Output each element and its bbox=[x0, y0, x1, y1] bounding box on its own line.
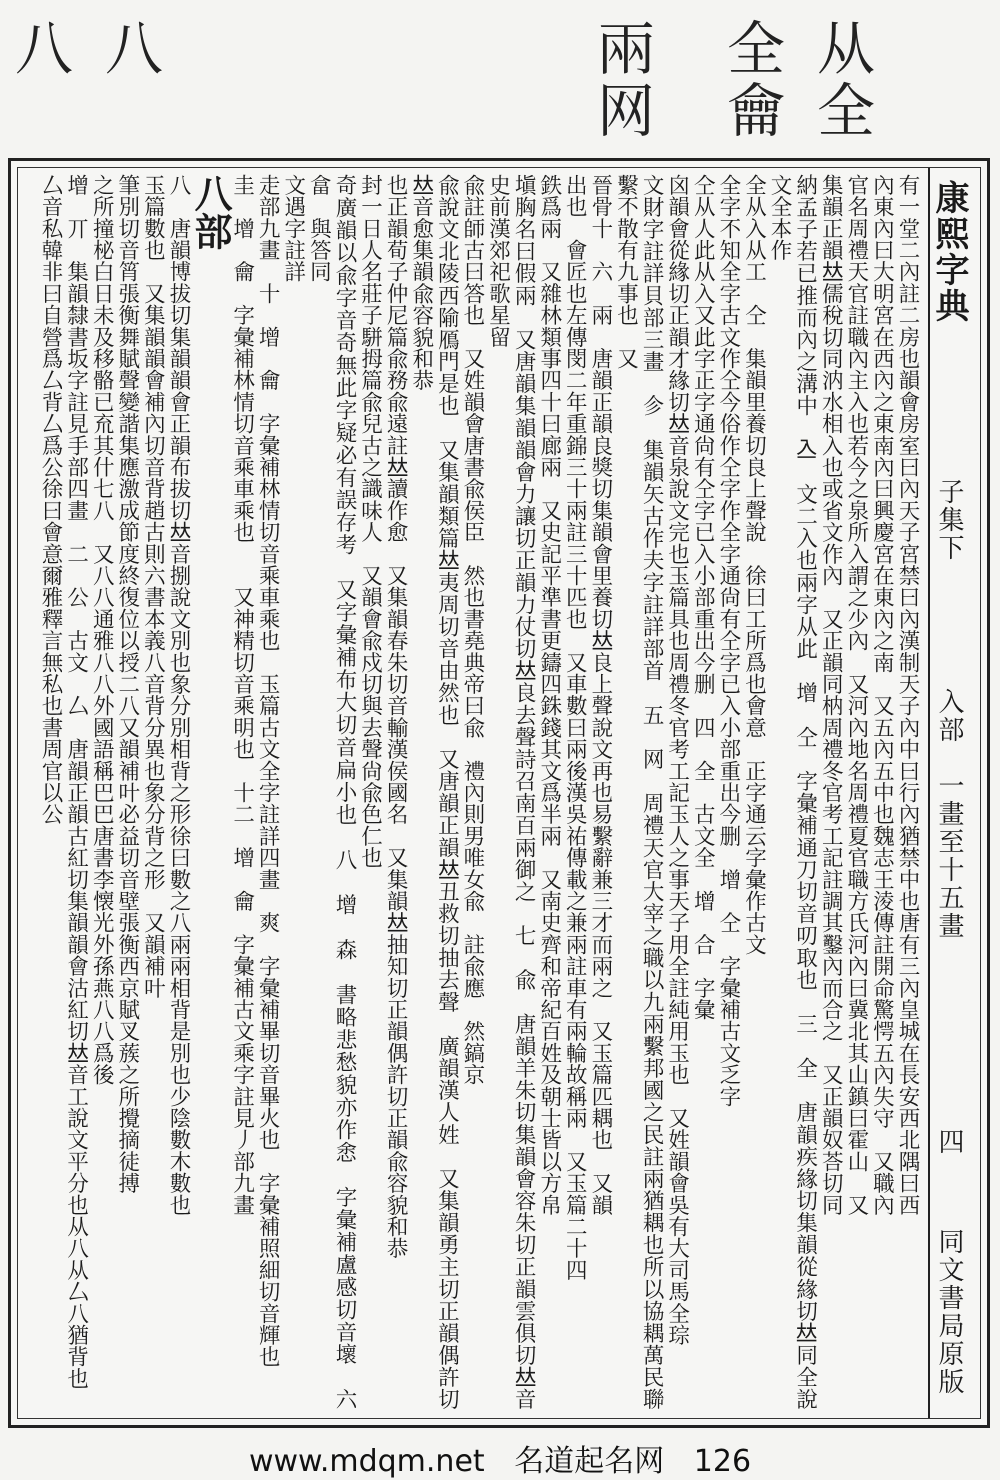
text-column: 兪註師古曰答也 又姓韻會唐書兪侯臣 然也書堯典帝曰兪 禮內則男唯女兪 註兪應 然鎬京 bbox=[459, 174, 485, 1086]
page-marker: 四 bbox=[934, 1128, 964, 1154]
seal-glyph: 八 bbox=[5, 18, 73, 80]
text-column: 囟韻會從緣切正韻才緣切𠀤音泉說文完也玉篇具也周禮冬官考工記玉人之事天子用全註純用玉也 又姓韻會吳有大司馬全琮 bbox=[664, 174, 690, 1346]
header-column bbox=[928, 168, 980, 1418]
text-column: 圭 增 龠 字彙補林情切音乘車乘也 又神精切音乘明也 十二 增 龠 字彙補古文乘字註見丿部九畫 bbox=[229, 174, 255, 1216]
publisher-label: 同文書局原版 bbox=[934, 1228, 964, 1396]
footer-watermark bbox=[0, 1436, 1000, 1480]
text-column: 全从入从工 仝 集韻里養切良上聲說 徐曰工所爲也會意 正字通云字彙作古文 bbox=[741, 174, 767, 956]
text-column: 官名周禮天官註職內主入也若今之泉所入謂之少內 又河內地名周禮夏官職方氏河內曰冀北其山鎮曰霍山 又 bbox=[843, 174, 869, 1216]
footer-site-link[interactable]: www.mdqm.net bbox=[248, 1444, 485, 1479]
page-frame bbox=[8, 158, 990, 1432]
seal-script-row bbox=[0, 0, 1000, 160]
dictionary-title: 康熙字典 bbox=[929, 180, 969, 324]
collection-label: 子集下 bbox=[934, 478, 964, 562]
footer-page-number: 126 bbox=[693, 1444, 752, 1479]
text-column: 有一堂二內註二房也韻會房室曰內天子宮禁曰內漢制天子內中曰行內猶禁中也唐有三內皇城在長安西北隅曰西 bbox=[895, 174, 920, 1216]
text-column: 內東內曰大明宮在西內之東南內曰興慶宮在東內之南 又五內五中也魏志王淩傳註開命驚愕五內失守 又職內 bbox=[869, 174, 895, 1216]
seal-glyph: 兩网 bbox=[587, 18, 655, 142]
text-column: 也正韻荀子仲尼篇兪務兪遠註𠀤讀作愈 又集韻春朱切音輸漢侯國名 又集韻𠀤抽知切正韻偶許切正韻兪容貌和恭 bbox=[383, 174, 409, 1259]
text-column: 增 丌 集韻隸書坂字註見手部四畫 二 公 古文 厶 唐韻正韻古紅切集韻韻會沽紅切𠀤音工說文平分也从八从厶八猶背也 bbox=[63, 174, 89, 1390]
seal-glyph: 从全 bbox=[807, 18, 875, 142]
text-column: 全字不知全字古文作仝今俗作仝字作全字通尙有仝字已入小部重出今删 增 仝 字彙補古文乏字 bbox=[715, 174, 741, 1108]
dictionary-body bbox=[28, 174, 920, 1432]
text-column: 八 唐韻博拔切集韻韻會正韻布拔切𠀤音捌說文別也象分別相背之形徐曰數之八兩兩相背是別也少陰數木數也 bbox=[165, 174, 191, 1216]
text-column: 晉骨十 六 兩 唐韻正韻良獎切集韻會里養切𠀤良上聲說文再也易繫辭兼三才而兩之 又玉篇匹耦也 又韻 bbox=[587, 174, 613, 1216]
text-column: 文遇字註詳 bbox=[280, 174, 306, 283]
seal-glyph: 全龠 bbox=[717, 18, 785, 142]
text-column: 玉篇數也 又集韻韻會補內切音背趙古則六書本義八音背分異也象分背之形 又韻補叶 bbox=[140, 174, 166, 999]
text-column: 仝从人此从入又此字正字通尙有仝字已入小部重出今删 四 全 古文全 增 合 字彙 bbox=[690, 174, 716, 1021]
text-column: 筆別切音筲張衡舞賦聲變諧集應激成節度終復位以授二八又韻補叶必益切音壁張衡西京賦叉蔟之所攪摘徒搏 bbox=[114, 174, 140, 1194]
page-inner-border bbox=[17, 167, 981, 1432]
text-column: 集韻正韻𠀤儒稅切同汭水相入也或省文作內 又正韻同枘周禮冬官考工記註調其鑿內而合之 又正韻奴荅切同 bbox=[818, 174, 844, 1216]
text-column: 走部九畫 十 增 龠 字彙補林情切音乘車乘也 玉篇古文全字註詳四畫 爽 字彙補畢切音畢火也 字彙補照細切音輝也 bbox=[255, 174, 281, 1368]
text-column: 封一日人名莊子駢拇篇兪兒古之識味人 又韻會兪戍切與去聲尙兪色仁也 bbox=[357, 174, 383, 869]
seal-glyph: 八 bbox=[95, 18, 163, 80]
text-column: 納孟子若已推而內之溝中 𠓛 文二入也兩字从此 增 仝 字彙補通刀切音叨取也 三 全 唐韻疾緣切集韻從緣切𠀤同全說文全本作 bbox=[767, 174, 818, 1410]
text-column: 鉄爲兩 又雜林類事四十曰廊兩 又史記平準書更鑄四銖錢其文爲半兩 又南史齊和帝紀百姓及朝士皆以方帛 bbox=[536, 174, 562, 1216]
radical-heading: 八部 bbox=[187, 174, 233, 251]
text-column: 文財字註詳貝部三畫 㐱 集韻矢古作夫字註詳部首 五 网 周禮天官大宰之職以九兩繫邦國之民註兩猶耦也所以協耦萬民聯繫不散有九事也 又 bbox=[613, 174, 665, 1410]
radical-range: 入部 一畫至十五畫 bbox=[934, 688, 964, 940]
text-column: 出也 會匠也左傳閔二年重錦三十兩註三十匹也 又車數曰兩後漢吳祐傳載之兼兩註車有兩輪故稱兩 又玉篇二十四 bbox=[562, 174, 588, 1281]
text-column: 塡胸名曰假兩 又唐韻集韻韻會力讓切正韻力仗切𠀤良去聲詩召南百兩御之 七 兪 唐韻羊朱切集韻會容朱切正韻雲俱切𠀤音史前漢郊祀歌星留 bbox=[485, 174, 537, 1410]
footer-site-name: 名道起名网 bbox=[514, 1444, 665, 1479]
text-column: 厶音私韓非曰自營爲厶背厶爲公徐曰會意爾雅釋言無私也書周官以公 bbox=[38, 174, 63, 825]
text-column: 之所撞柲白日未及移骼已㐬其什七八 又八八通雅八八外國語稱巴巴唐書李懐光外孫燕八八爲後 bbox=[89, 174, 115, 1086]
text-column: 兪說文北陵西隃鴈門是也 又集韻類篇𠀤夷周切音由然也 又唐韻正韻𠀤丑救切抽去聲 廣韻漢人姓 又集韻勇主切正韻偶許切𠀤音愈集韻兪容貌和恭 bbox=[408, 174, 460, 1410]
text-column: 奇廣韻以兪字音奇無此字疑必有誤存考 又字彙補布大切音扁小也 八 增 森 書略悲愁貌亦作悆 字彙補盧感切音壞 六 畣 與答同 bbox=[306, 174, 357, 1432]
